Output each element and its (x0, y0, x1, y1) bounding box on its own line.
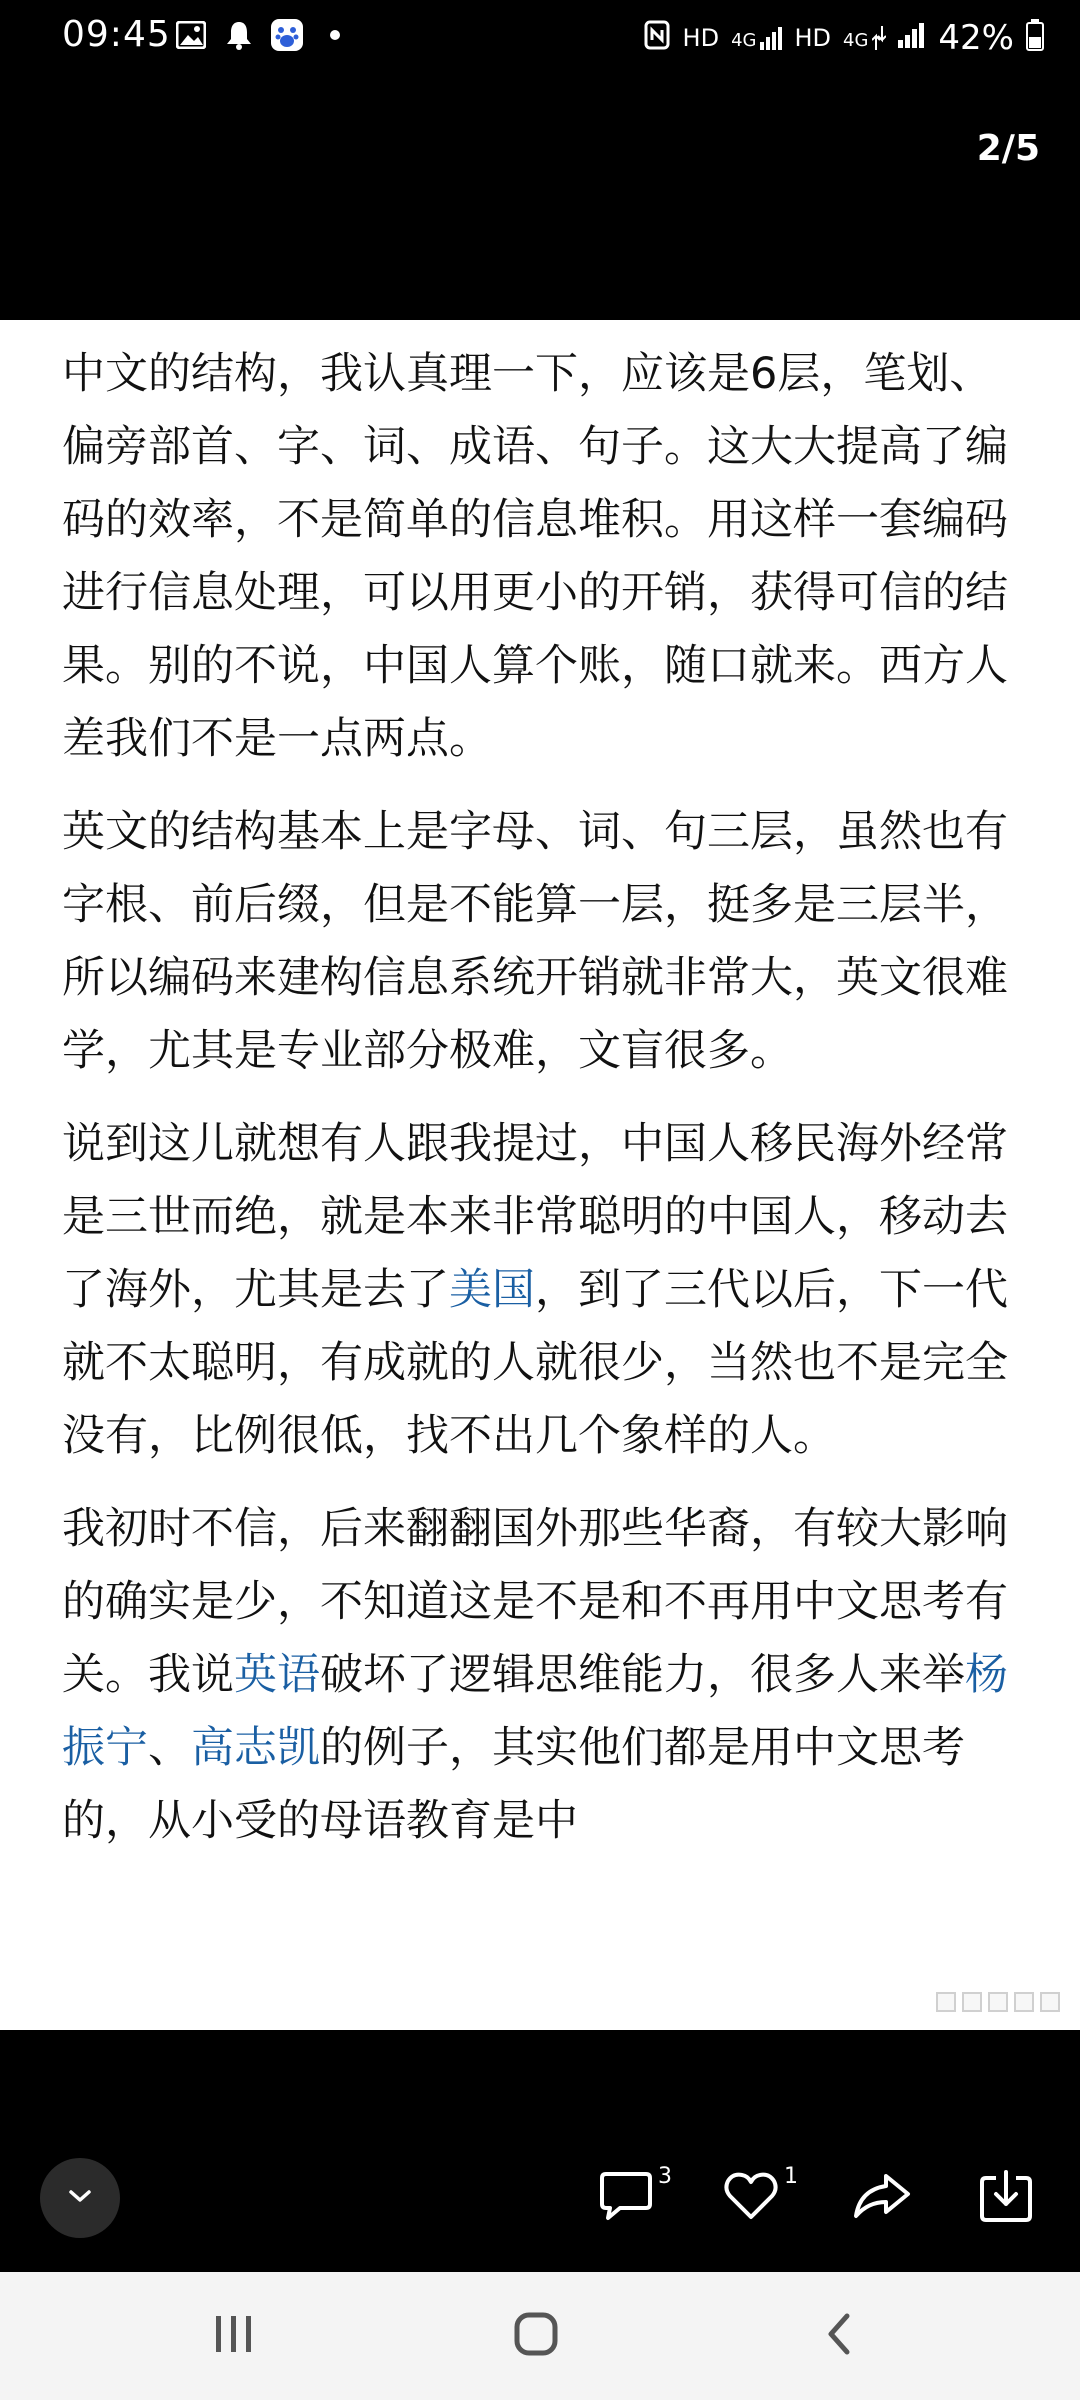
chevron-down-icon (65, 2186, 95, 2210)
status-bar (0, 0, 1080, 80)
share-button[interactable] (852, 2168, 916, 2228)
like-button[interactable] (722, 2164, 802, 2228)
baidu-icon (270, 18, 304, 52)
comment-button[interactable] (598, 2164, 678, 2228)
watermark-mark (1040, 1992, 1060, 2012)
watermark-mark (962, 1992, 982, 2012)
recent-apps-icon (212, 2314, 256, 2358)
article-paragraph: 英文的结构基本上是字母、词、句三层，虽然也有字根、前后缀，但是不能算一层，挺多是三层半，所以编码来建构信息系统开销就非常大，英文很难学，尤其是专业部分极难，文盲很多。 (62, 807, 1008, 1076)
text-span: ，到了三代以后，下一代就不太聪明，有成就的人就很少，当然也不是完全没有，比例很低，找不出几个象样的人。 (62, 1265, 1008, 1461)
back-icon (825, 2312, 855, 2360)
home-button[interactable] (506, 2306, 566, 2366)
text-span: 说到这儿就想有人跟我提过，中国人移民海外经常是三世而绝，就是本来非常聪明的中国人，移动去了海外，尤其是去了 (62, 1119, 1008, 1315)
notification-bell-icon (222, 18, 256, 52)
article-paragraph (0, 1108, 1080, 1473)
system-navigation-bar (0, 2272, 1080, 2400)
hd-icon: HD (794, 24, 832, 52)
gallery-icon (174, 18, 208, 52)
download-button[interactable] (978, 2168, 1038, 2228)
hd-icon: HD (682, 24, 720, 52)
share-icon (852, 2170, 912, 2226)
page-counter: 2/5 (976, 128, 1040, 169)
article-paragraph (0, 1493, 1080, 1858)
watermark-mark (936, 1992, 956, 2012)
network-type-label: 4G (843, 30, 869, 51)
dot-icon (318, 18, 352, 52)
status-left-icons (174, 18, 352, 52)
text-span: 破坏了逻辑思维能力，很多人来举 (320, 1650, 965, 1700)
network-type-label: 4G (731, 30, 757, 51)
link-english[interactable]: 英语 (234, 1650, 320, 1700)
heart-icon (722, 2170, 780, 2226)
back-button[interactable] (810, 2306, 870, 2366)
text-span: 的例子，其实他们都是用中文思考的，从小受的母语教育是中 (62, 1723, 965, 1846)
download-icon (978, 2168, 1034, 2228)
nfc-icon (643, 20, 671, 56)
recent-apps-button[interactable] (204, 2306, 264, 2366)
comment-icon (598, 2170, 654, 2226)
article-image[interactable] (0, 320, 1080, 2030)
article-paragraph: 中文的结构，我认真理一下，应该是6层，笔划、偏旁部首、字、词、成语、句子。这大大提高了编码的效率，不是简单的信息堆积。用这样一套编码进行信息处理，可以用更小的开销，获得可信的结果。别的不说，中国人算个账，随口就来。西方人差我们不是一点两点。 (62, 349, 1008, 764)
collapse-button[interactable] (40, 2158, 120, 2238)
4g-data-icon (843, 26, 886, 50)
status-right-icons (643, 18, 1044, 58)
battery-percentage: 42% (938, 18, 1014, 58)
like-count: 1 (784, 2164, 798, 2189)
watermark (936, 1992, 1060, 2012)
link-usa[interactable]: 美国 (449, 1265, 535, 1315)
status-time: 09:45 (62, 14, 171, 55)
link-yang-zhenning[interactable]: 杨振宁 (62, 1650, 1008, 1773)
battery-icon (1026, 19, 1044, 57)
watermark-mark (988, 1992, 1008, 2012)
signal-bars-icon (898, 22, 926, 54)
link-gao-zhikai[interactable]: 高志凯 (191, 1723, 320, 1773)
home-icon (513, 2311, 559, 2361)
text-span: 我初时不信，后来翻翻国外那些华裔，有较大影响的确实是少，不知道这是不是和不再用中文思考有关。我说 (62, 1504, 1008, 1700)
text-span: 、 (148, 1723, 191, 1773)
watermark-mark (1014, 1992, 1034, 2012)
4g-signal-icon (731, 26, 782, 50)
comment-count: 3 (658, 2164, 672, 2189)
